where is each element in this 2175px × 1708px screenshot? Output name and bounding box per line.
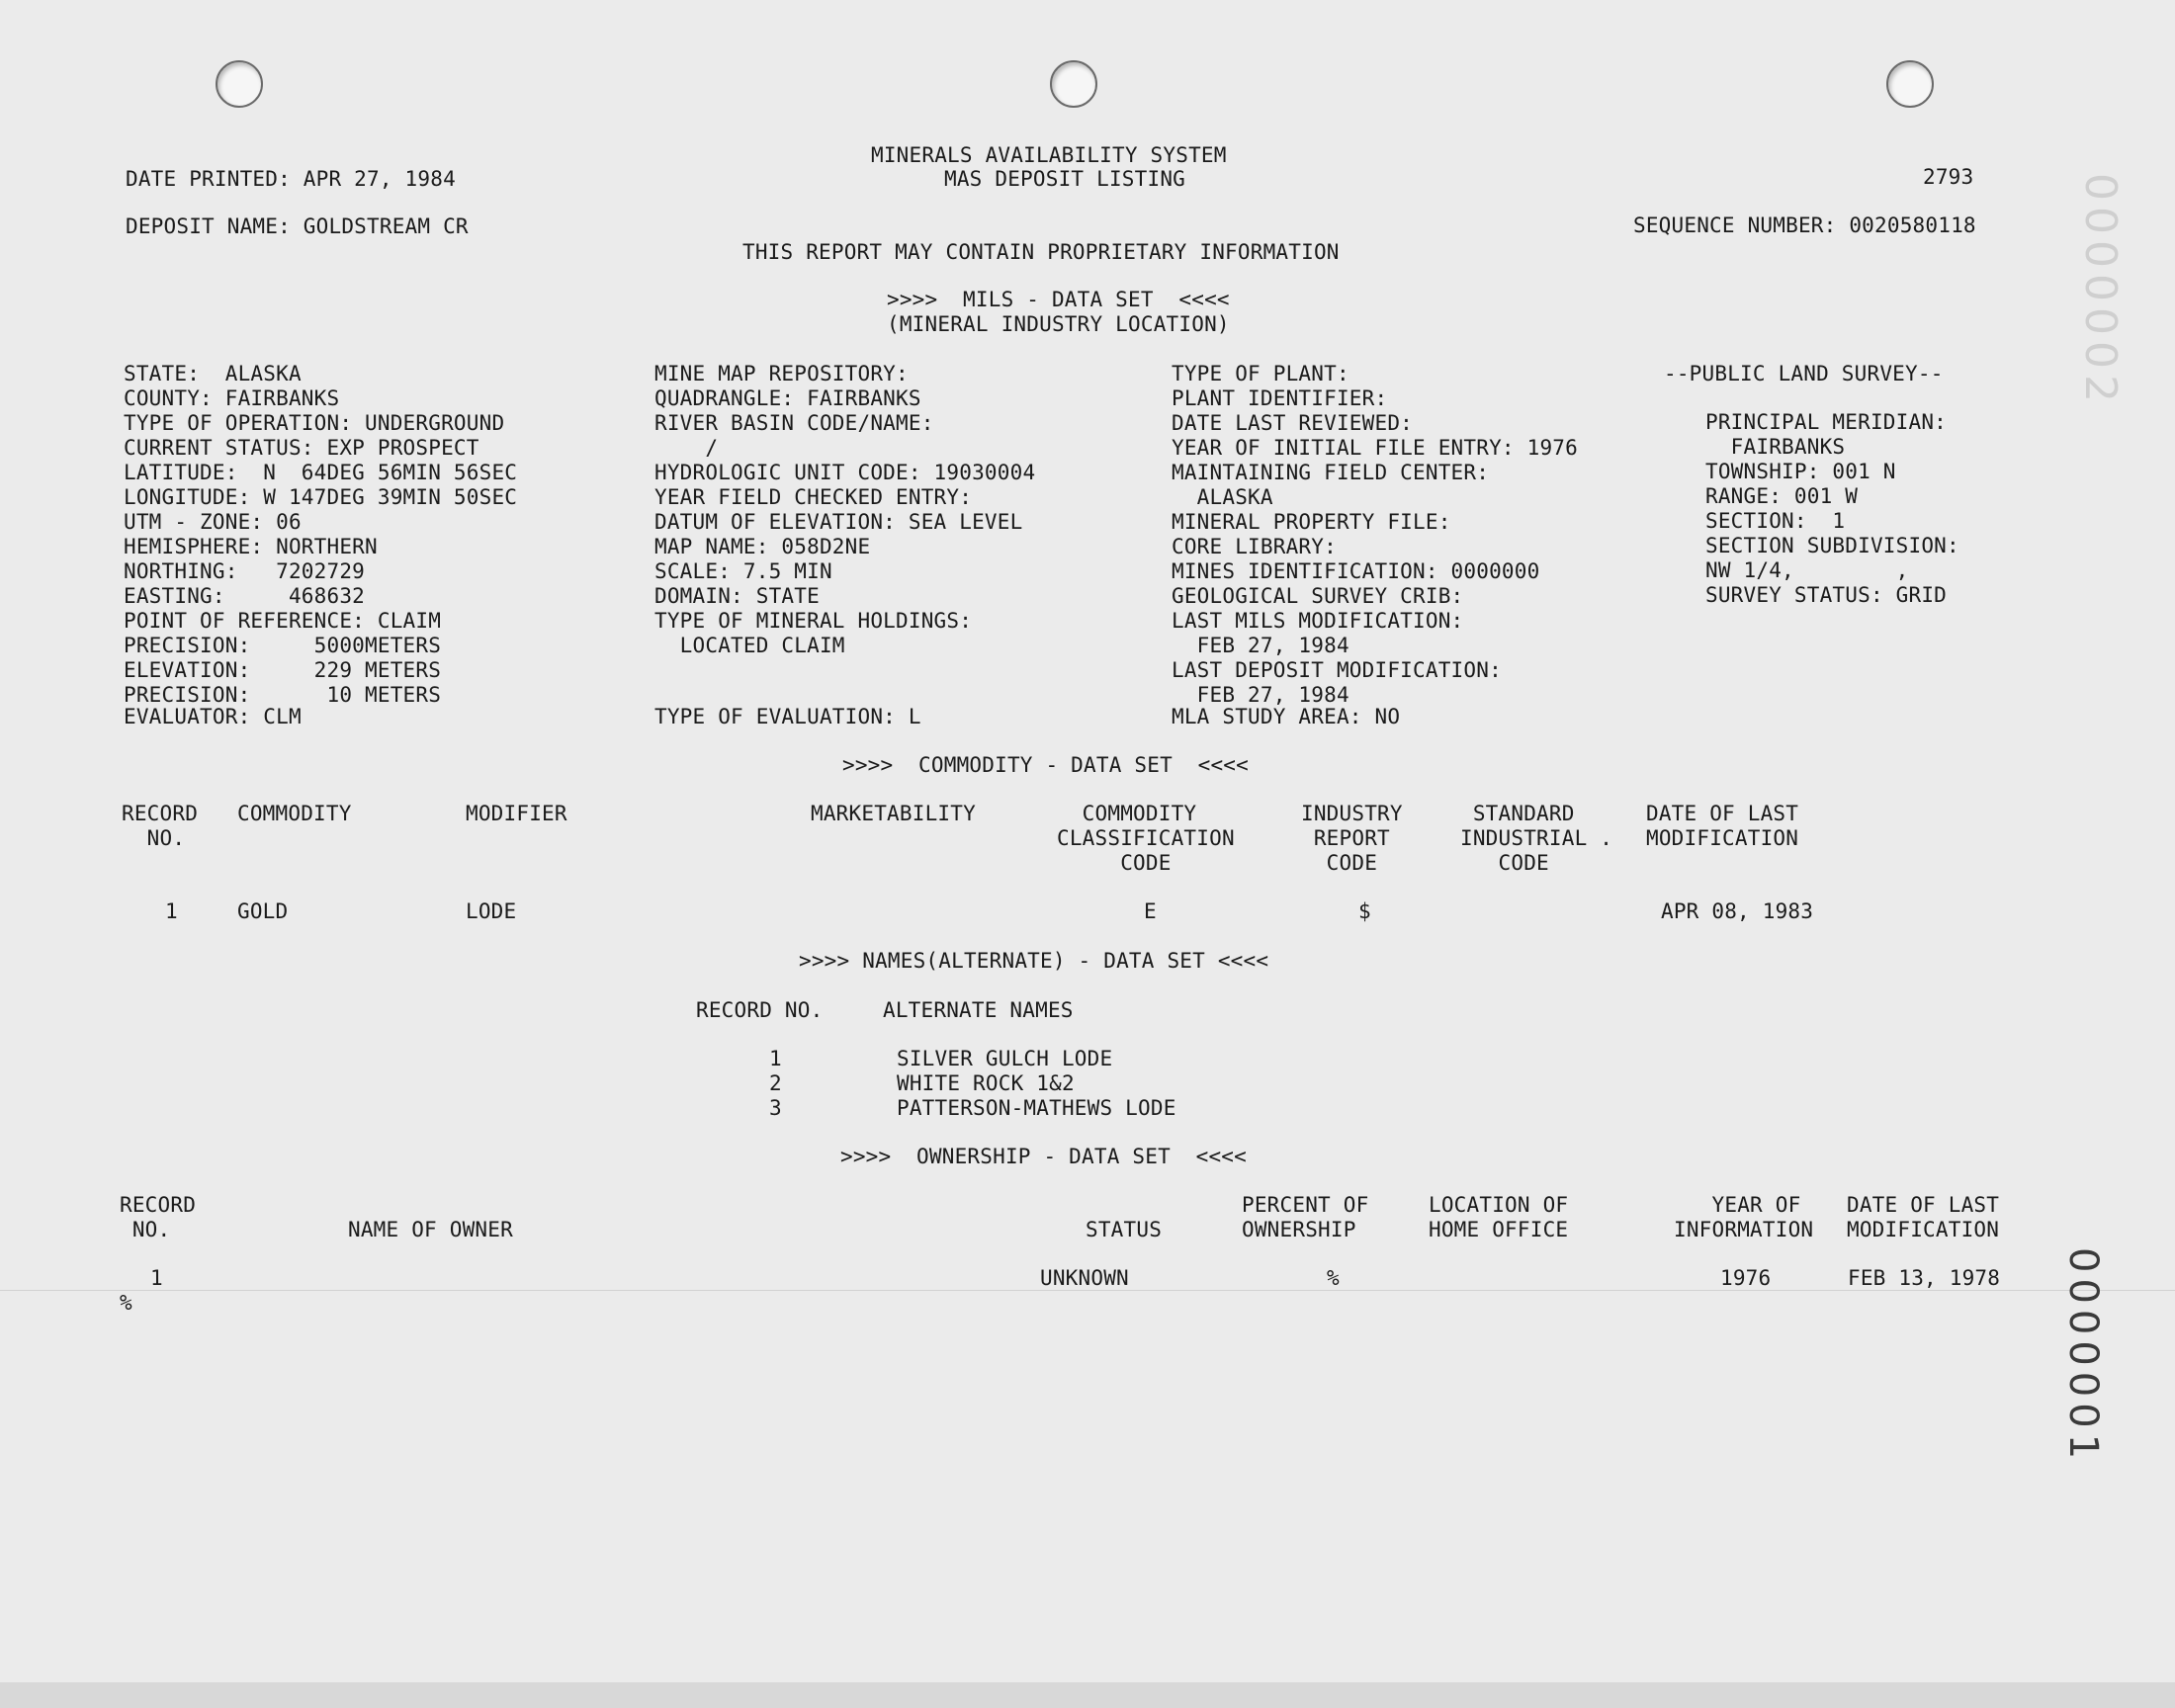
commodity-row-commodity: GOLD bbox=[237, 899, 289, 923]
punch-hole-left bbox=[216, 60, 263, 108]
field-center-field: MAINTAINING FIELD CENTER: bbox=[1172, 461, 1490, 484]
commodity-header-commodity: COMMODITY bbox=[237, 802, 352, 825]
section-subdivision-field: SECTION SUBDIVISION: bbox=[1705, 534, 1959, 557]
utm-zone-field: UTM - ZONE: 06 bbox=[124, 510, 302, 534]
point-of-reference-field: POINT OF REFERENCE: CLAIM bbox=[124, 609, 442, 633]
system-title: MINERALS AVAILABILITY SYSTEM bbox=[871, 143, 1227, 167]
frame-number-stamp: 0000001 bbox=[2060, 1247, 2106, 1466]
commodity-row-classification: E bbox=[1144, 899, 1157, 923]
ownership-row-status: UNKNOWN bbox=[1040, 1266, 1129, 1290]
initial-file-entry-field: YEAR OF INITIAL FILE ENTRY: 1976 bbox=[1172, 436, 1578, 460]
mils-column-1 bbox=[124, 362, 517, 708]
year-field-checked-field: YEAR FIELD CHECKED ENTRY: bbox=[654, 485, 973, 509]
proprietary-notice: THIS REPORT MAY CONTAIN PROPRIETARY INFORMATION bbox=[742, 240, 1340, 264]
last-deposit-modification-field: LAST DEPOSIT MODIFICATION: bbox=[1172, 658, 1502, 682]
longitude-field: LONGITUDE: W 147DEG 39MIN 50SEC bbox=[124, 485, 518, 509]
ownership-header-location: LOCATION OF HOME OFFICE bbox=[1429, 1193, 1569, 1241]
ownership-header-owner: NAME OF OWNER bbox=[348, 1218, 513, 1241]
survey-crib-field: GEOLOGICAL SURVEY CRIB: bbox=[1172, 584, 1464, 608]
commodity-row-record-no: 1 bbox=[165, 899, 178, 923]
datum-of-elevation-field: DATUM OF ELEVATION: SEA LEVEL bbox=[654, 510, 1023, 534]
listing-title: MAS DEPOSIT LISTING bbox=[944, 167, 1186, 191]
public-land-survey-title: --PUBLIC LAND SURVEY-- bbox=[1664, 362, 1944, 385]
commodity-row-industry-code: $ bbox=[1358, 899, 1371, 923]
names-row-1-name: SILVER GULCH LODE bbox=[897, 1047, 1113, 1070]
page-bottom-edge bbox=[0, 1682, 2175, 1708]
commodity-row-modifier: LODE bbox=[466, 899, 517, 923]
section-field: SECTION: 1 bbox=[1705, 509, 1846, 533]
core-library-field: CORE LIBRARY: bbox=[1172, 535, 1337, 558]
section-subdivision-value: NW 1/4, , bbox=[1705, 558, 1909, 582]
commodity-title: >>>> COMMODITY - DATA SET <<<< bbox=[842, 753, 1249, 777]
ownership-header-percent: PERCENT OF OWNERSHIP bbox=[1242, 1193, 1369, 1241]
county-field: COUNTY: FAIRBANKS bbox=[124, 386, 340, 410]
operation-type-field: TYPE OF OPERATION: UNDERGROUND bbox=[124, 411, 505, 435]
last-deposit-modification-value: FEB 27, 1984 bbox=[1172, 683, 1349, 707]
names-row-2-no: 2 bbox=[769, 1071, 782, 1095]
mineral-holdings-value: LOCATED CLAIM bbox=[654, 634, 845, 657]
names-title: >>>> NAMES(ALTERNATE) - DATA SET <<<< bbox=[799, 949, 1269, 973]
mineral-holdings-field: TYPE OF MINERAL HOLDINGS: bbox=[654, 609, 973, 633]
domain-field: DOMAIN: STATE bbox=[654, 584, 820, 608]
easting-field: EASTING: 468632 bbox=[124, 584, 366, 608]
map-name-field: MAP NAME: 058D2NE bbox=[654, 535, 871, 558]
date-printed: DATE PRINTED: APR 27, 1984 bbox=[126, 167, 456, 191]
northing-field: NORTHING: 7202729 bbox=[124, 559, 366, 583]
ownership-header-last-modification: DATE OF LAST MODIFICATION bbox=[1847, 1193, 2000, 1241]
ownership-row-year: 1976 bbox=[1720, 1266, 1772, 1290]
plant-identifier-field: PLANT IDENTIFIER: bbox=[1172, 386, 1388, 410]
ownership-header-year: YEAR OF INFORMATION bbox=[1674, 1193, 1814, 1241]
quadrangle-field: QUADRANGLE: FAIRBANKS bbox=[654, 386, 921, 410]
mines-identification-field: MINES IDENTIFICATION: 0000000 bbox=[1172, 559, 1540, 583]
mine-map-repository-field: MINE MAP REPOSITORY: bbox=[654, 362, 909, 385]
commodity-header-last-modification: DATE OF LAST MODIFICATION bbox=[1646, 802, 1799, 850]
public-land-survey-block bbox=[1705, 410, 1959, 608]
ownership-header-status: STATUS bbox=[1086, 1218, 1163, 1241]
commodity-header-industry-code: INDUSTRY REPORT CODE bbox=[1301, 802, 1403, 875]
sequence-number: SEQUENCE NUMBER: 0020580118 bbox=[1633, 214, 1976, 237]
faint-frame-number-stamp: 0000002 bbox=[2075, 173, 2126, 408]
punch-hole-center bbox=[1050, 60, 1097, 108]
latitude-field: LATITUDE: N 64DEG 56MIN 56SEC bbox=[124, 461, 518, 484]
river-basin-value: / bbox=[654, 436, 719, 460]
ownership-row-last-modification: FEB 13, 1978 bbox=[1848, 1266, 2001, 1290]
names-header-alternate-names: ALTERNATE NAMES bbox=[883, 998, 1074, 1022]
field-center-value: ALASKA bbox=[1172, 485, 1273, 509]
current-status-field: CURRENT STATUS: EXP PROSPECT bbox=[124, 436, 479, 460]
names-row-2-name: WHITE ROCK 1&2 bbox=[897, 1071, 1075, 1095]
mineral-property-file-field: MINERAL PROPERTY FILE: bbox=[1172, 510, 1451, 534]
commodity-header-classification: COMMODITY CLASSIFICATION CODE bbox=[1057, 802, 1235, 875]
commodity-header-modifier: MODIFIER bbox=[466, 802, 567, 825]
deposit-name: DEPOSIT NAME: GOLDSTREAM CR bbox=[126, 214, 469, 238]
scale-field: SCALE: 7.5 MIN bbox=[654, 559, 832, 583]
river-basin-field: RIVER BASIN CODE/NAME: bbox=[654, 411, 934, 435]
names-header-record-no: RECORD NO. bbox=[696, 998, 824, 1022]
commodity-header-marketability: MARKETABILITY bbox=[811, 802, 976, 825]
hydrologic-unit-field: HYDROLOGIC UNIT CODE: 19030004 bbox=[654, 461, 1036, 484]
state-field: STATE: ALASKA bbox=[124, 362, 302, 385]
survey-status-field: SURVEY STATUS: GRID bbox=[1705, 583, 1948, 607]
ownership-header-record-no: RECORD NO. bbox=[120, 1193, 197, 1241]
ownership-title: >>>> OWNERSHIP - DATA SET <<<< bbox=[840, 1145, 1247, 1168]
names-row-3-no: 3 bbox=[769, 1096, 782, 1120]
elevation-field: ELEVATION: 229 METERS bbox=[124, 658, 442, 682]
last-mils-modification-value: FEB 27, 1984 bbox=[1172, 634, 1349, 657]
ownership-row-record-no: 1 bbox=[150, 1266, 163, 1290]
precision-field: PRECISION: 5000METERS bbox=[124, 634, 442, 657]
mils-column-3 bbox=[1172, 362, 1578, 708]
elevation-precision-field: PRECISION: 10 METERS bbox=[124, 683, 442, 707]
commodity-header-sic: STANDARD INDUSTRIAL . CODE bbox=[1460, 802, 1613, 875]
mils-title: >>>> MILS - DATA SET <<<< bbox=[887, 288, 1230, 311]
mla-study-area-field: MLA STUDY AREA: NO bbox=[1172, 705, 1401, 728]
commodity-header-record-no: RECORD NO. bbox=[122, 802, 199, 850]
page-number: 2793 bbox=[1923, 165, 1974, 189]
mils-subtitle: (MINERAL INDUSTRY LOCATION) bbox=[887, 312, 1230, 336]
date-last-reviewed-field: DATE LAST REVIEWED: bbox=[1172, 411, 1414, 435]
ownership-trailer-percent: % bbox=[120, 1291, 132, 1315]
township-field: TOWNSHIP: 001 N bbox=[1705, 460, 1896, 483]
hemisphere-field: HEMISPHERE: NORTHERN bbox=[124, 535, 378, 558]
last-mils-modification-field: LAST MILS MODIFICATION: bbox=[1172, 609, 1464, 633]
evaluation-type-field: TYPE OF EVALUATION: L bbox=[654, 705, 921, 728]
mils-column-2 bbox=[654, 362, 1035, 658]
range-field: RANGE: 001 W bbox=[1705, 484, 1859, 508]
names-row-3-name: PATTERSON-MATHEWS LODE bbox=[897, 1096, 1176, 1120]
punch-hole-right bbox=[1886, 60, 1934, 108]
commodity-row-last-modification: APR 08, 1983 bbox=[1661, 899, 1814, 923]
principal-meridian-field: PRINCIPAL MERIDIAN: bbox=[1705, 410, 1948, 434]
ownership-row-percent: % bbox=[1327, 1266, 1340, 1290]
plant-type-field: TYPE OF PLANT: bbox=[1172, 362, 1349, 385]
names-row-1-no: 1 bbox=[769, 1047, 782, 1070]
principal-meridian-value: FAIRBANKS bbox=[1705, 435, 1846, 459]
evaluator-field: EVALUATOR: CLM bbox=[124, 705, 302, 728]
